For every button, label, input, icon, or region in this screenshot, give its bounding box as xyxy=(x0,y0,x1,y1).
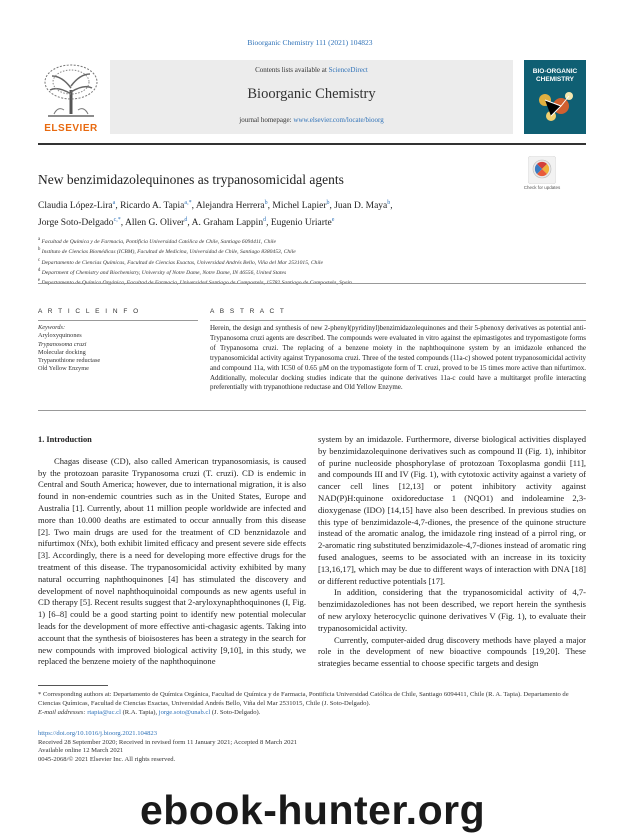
received-dates: Received 28 September 2020; Received in revised form 11 January 2021; Accepted 8 March 2021 xyxy=(38,738,298,746)
body-paragraph: Chagas disease (CD), also called American trypanosomiasis, is caused by the protozoan parasite Trypanosoma cruzi (T. cruzi). CD is endemic in Central and South America; however, due to international migration, it is also found in non-endemic countries such as in the United States, Europe and Australia [1]. Currently, about 11 million people worldwide are infected and more than 10.000 deaths are estimated to occur annually from this disease [2]. Two main drugs are used for the treatment of CD benznidazole and nifurtimox (Nfx), both exhibit limited efficacy and present severe side effects [3]. Accordingly, there is a need for developing more effective drugs for the treatment of this disease. The trypanosomicidal activity exhibited by many natural occurring naphthoquinones [4] has stimulated the discovery and development of novel naphthoquinoidal compounds as new agents useful in CD therapy [5]. Recent results suggest that 2-aryloxynaphthoquinones (I, Fig. 1) [6–8] could be a good starting point to identify new potential molecular leads for the development of more effective anti-chagasic agents. Taking into account that the synthesis of bioisosteres has been a strategy in the search for new compounds with improved biological activity [9,10], in this study, we replaced the benzene moiety of the naphthoquinone xyxy=(38,455,306,667)
author-name: Ricardo A. Tapia xyxy=(120,201,185,212)
copyright: 0045-2068/© 2021 Elsevier Inc. All rights reserved. xyxy=(38,755,176,763)
elsevier-tree-icon xyxy=(38,60,104,118)
author-name: Claudia López-Lira xyxy=(38,201,113,212)
author-affiliation-mark[interactable]: b xyxy=(326,200,330,206)
doi-link[interactable]: https://doi.org/10.1016/j.bioorg.2021.104823 xyxy=(38,730,157,737)
running-head[interactable]: Bioorganic Chemistry 111 (2021) 104823 xyxy=(247,38,373,47)
publication-info xyxy=(38,730,438,764)
author-affiliation-mark[interactable]: b xyxy=(387,200,391,206)
contents-line xyxy=(110,66,513,74)
keyword-item: Aryloxyquinones xyxy=(38,332,82,340)
check-updates-label: Check for updates xyxy=(523,185,561,190)
cover-molecule-icon xyxy=(533,88,577,124)
available-online: Available online 12 March 2021 xyxy=(38,747,124,754)
author-name: Allen G. Oliver xyxy=(124,217,185,228)
homepage-line xyxy=(110,116,513,124)
homepage-link[interactable]: www.elsevier.com/locate/bioorg xyxy=(293,116,384,124)
contents-prefix: Contents lists available at xyxy=(255,66,329,74)
journal-band xyxy=(110,60,513,134)
author-name: Michel Lapier xyxy=(272,201,327,212)
body-column-right xyxy=(318,434,586,670)
header-rule xyxy=(38,143,586,145)
author-affiliation-mark[interactable]: c,* xyxy=(113,216,121,223)
section-heading-introduction: 1. Introduction xyxy=(38,435,92,444)
author-name: Eugenio Uriarte xyxy=(270,217,332,228)
elsevier-wordmark: ELSEVIER xyxy=(44,123,98,134)
author-affiliation-mark[interactable]: a xyxy=(112,200,116,206)
cover-title: BIO-ORGANIC CHEMISTRY xyxy=(532,68,578,83)
abstract-text: Herein, the design and synthesis of new 2-phenyl(pyridinyl)benzimidazolequinones and their 5-phenoxy derivatives as potential anti-Trypanosoma cruzi agents are described. The compounds were evaluated in vitro against the epimastigotes and trypomastigote forms of Trypanosoma cruzi. The replacing of a benzene moiety in the naphthoquinone system by an imidazole enhanced the trypanosomicidal activity against Trypanosoma cruzi. Three of the tested compounds (11a-c) showed potent trypanosomicidal activity and compound 11a, with IC50 of 0.65 μM on the trypomastigote form of T. cruzi, proved to be 15 times more active than nifurtimox. Additionally, molecular docking studies indicate that the quinone derivatives 11a-c could have a multitarget profile interacting preferentially with trypanothione reductase and Old Yellow Enzyme. xyxy=(210,324,586,392)
email-note: E-mail addresses: rtapia@uc.cl (R.A. Tapia), jorge.soto@unab.cl (J. Soto-Delgado). xyxy=(38,709,261,716)
email-link[interactable]: rtapia@uc.cl xyxy=(87,709,121,716)
abstract-bottom-rule xyxy=(38,410,586,411)
keyword-item: Molecular docking xyxy=(38,348,86,356)
affiliation-item: $^b$ Instituto de Ciencias Biomédicas (ICBM), Facultad de Medicina, Universidad de Chile, Santiago 8380453, Chile xyxy=(38,247,296,256)
author-affiliation-mark[interactable]: a,* xyxy=(184,200,192,206)
corresponding-author-note: * Corresponding authors at: Departamento de Química Orgánica, Facultad de Química y de Farmacia, Pontificia Universidad Católica de Chile, Santiago 6094411, Chile (R. A. Tapia). Departamento de Ciencias Químicas, Facultad de Ciencias Exactas, Universidad Andrés Bello, Viña del Mar 2531015, Chile (J. Soto-Delgado). xyxy=(38,691,569,707)
author-name: Juan D. Maya xyxy=(334,201,388,212)
affiliation-item: e xyxy=(38,278,41,284)
footnote-rule xyxy=(38,685,108,686)
keywords-block xyxy=(38,324,198,374)
author-affiliation-mark[interactable]: e xyxy=(331,216,335,223)
body-column-left xyxy=(38,434,306,668)
author-affiliation-mark[interactable]: b xyxy=(264,200,268,206)
footnotes xyxy=(38,690,586,717)
elsevier-logo[interactable] xyxy=(38,60,104,132)
article-info-rule xyxy=(38,320,198,321)
email-link[interactable]: jorge.soto@unab.cl xyxy=(158,709,211,716)
body-paragraph: Currently, computer-aided drug discovery methods have played a major role in the development of new bioactive compounds [19,20]. These strategies became essential to choose specific targets and design xyxy=(318,634,586,669)
author-list: Claudia López-Lira$^a$, Ricardo A. Tapia$^{a,*}$, Alejandra Herrera$^b$, Michel Lapier$^b$, Juan D. Maya$^b$, Jorge Soto-Delgado$^{c,*}$, Allen G. Oliver$^d$, A. Graham Lappin$^d$, Eugenio Uriarte$^e$ xyxy=(38,200,393,228)
sciencedirect-link[interactable]: ScienceDirect xyxy=(328,66,368,74)
author-affiliation-mark[interactable]: d xyxy=(263,216,267,223)
affiliation-item: $^a$ Facultad de Química y de Farmacia, Pontificia Universidad Católica de Chile, Santiago 6094411, Chile xyxy=(38,237,276,245)
abstract-rule xyxy=(210,320,586,321)
keyword-item: Trypanothione reductase xyxy=(38,357,101,365)
watermark: ebook-hunter.org xyxy=(140,787,486,833)
affiliation-item: $^d$ Department of Chemistry and Biochemistry, University of Notre Dame, Notre Dame, IN 46556, United States xyxy=(38,267,287,276)
keywords-heading: Keywords: xyxy=(38,324,66,331)
abstract-heading: A B S T R A C T xyxy=(210,308,286,315)
author-affiliation-mark[interactable]: d xyxy=(184,216,188,223)
homepage-prefix: journal homepage: xyxy=(239,116,294,124)
author-name: Alejandra Herrera xyxy=(195,201,265,212)
author-name: Jorge Soto-Delgado xyxy=(38,217,114,228)
author-name: A. Graham Lappin xyxy=(191,217,264,228)
journal-cover[interactable] xyxy=(524,60,586,134)
article-title: New benzimidazolequinones as trypanosomicidal agents xyxy=(38,172,344,187)
keyword-item: Trypanosoma cruzi xyxy=(38,340,87,348)
body-paragraph: system by an imidazole. Furthermore, diverse biological activities displayed by benzimidazolequinone derivatives such as compound II (Fig. 1), inhibitor of purine nucleoside phosphorylase of protozoan Toxoplasma gondii [11], and compounds III and IV (Fig. 1), with cytotoxic activity against a variety of cancer cell lines [12,13] or potent inhibitory activity against NAD(P)H:quinone oxidoreductase 1 (NQO1) and indoleamine 2,3-dioxygenase (IDO) [14,15] have also been described. In previous studies on this type of benzimidazole-4,7-diones, the presence of the quinone structure instead of the aromatic analog, the imidazole ring instead of a pirrol ring, or 2-aromatic ring substituted benzimidazole-4,7-diones instead of aromatic ring fused analogues, seems to be associated with an increase in its toxicity [13,16,17], which may be due to different ways of interaction with DNA [18] or different reductive potentials [17]. xyxy=(318,434,586,586)
affiliation-list xyxy=(38,236,583,287)
keyword-item: Old Yellow Enzyme xyxy=(38,365,89,373)
crossmark-icon[interactable] xyxy=(528,156,556,184)
journal-title: Bioorganic Chemistry xyxy=(247,86,376,102)
body-paragraph: In addition, considering that the trypanosomicidal activity of 4,7-benzimidazoledіones has not been described, we report herein the synthesis of new aryloxy heterocyclic quinone derivatives V (Fig. 1), to evaluate their trypanosomicidal activity. xyxy=(318,587,586,633)
affiliation-rule xyxy=(38,283,586,284)
affiliation-item: $^c$ Departamento de Ciencias Químicas, Facultad de Ciencias Exactas, Universidad Andrés Bello, Viña del Mar 2531015, Chile xyxy=(38,257,323,266)
masthead xyxy=(38,60,586,138)
article-info-heading: A R T I C L E I N F O xyxy=(38,308,141,315)
